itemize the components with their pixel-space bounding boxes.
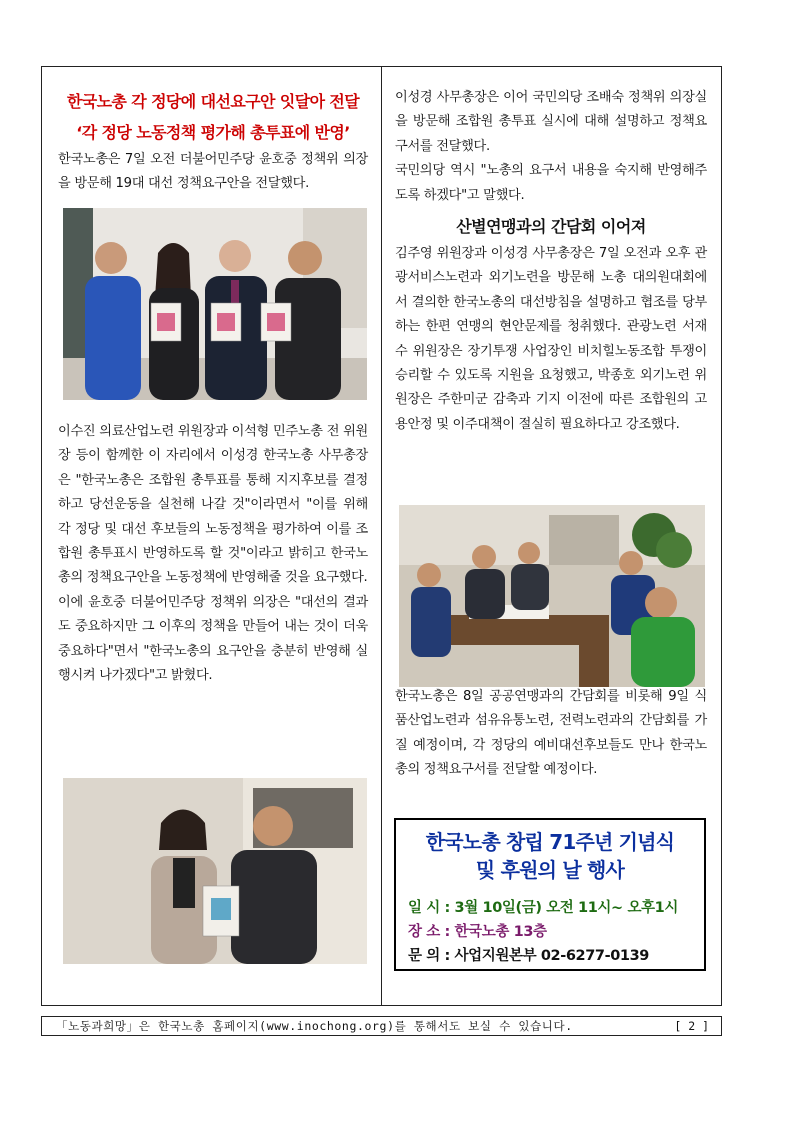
right-paragraph-2: 국민의당 역시 "노총의 요구서 내용을 숙지해 반영해주도록 하겠다"고 말했다.: [395, 163, 707, 203]
right-column-body: [395, 685, 707, 783]
column-divider: [381, 66, 382, 1006]
page-number: [ 2 ]: [674, 1019, 709, 1033]
left-paragraph-2: 이수진 의료산업노련 위원장과 이석형 민주노총 전 위원장 등이 함께한 이 자리에서 이성경 한국노총 사무총장은 "한국노총은 조합원 총투표를 통해 지지후보를 결정하고 당선운동을 실천해 나갈 것"이라면서 "이를 위해 각 정당 및 대선 후보들의 노동정책을 평가하여 이를 조합원 총투표시 반영하도록 할 것"이라고 밝히고 한국노총의 정책요구안을 노동정책에 반영해줄 것을 요구했다.: [58, 424, 368, 586]
photo-four-people-meeting: [63, 208, 367, 400]
photo-two-people-handover: [63, 778, 367, 964]
sub-headline: ‘각 정당 노동정책 평가해 총투표에 반영’: [76, 123, 350, 142]
left-column: [58, 86, 368, 197]
section-subheading: 산별연맹과의 간담회 이어져: [456, 217, 646, 237]
right-paragraph-3: 김주영 위원장과 이성경 사무총장은 7일 오전과 오후 관광서비스노련과 외기노련을 방문해 노총 대의원대회에서 결의한 한국노총의 대선방침을 설명하고 협조를 당부하는 한편 연맹의 현안문제를 청취했다. 관광노련 서재수 위원장은 장기투쟁 사업장인 비치힐노동조합 투쟁이 승리할 수 있도록 지원을 요청했고, 박종호 외기노련 위원장은 주한미군 감축과 기지 이전에 따른 조합원의 고용안정 및 이주대책이 절실히 필요하다고 강조했다.: [395, 246, 707, 432]
left-paragraph-3: 이에 윤호중 더불어민주당 정책위 의장은 "대선의 결과도 중요하지만 그 이후의 정책을 만들어 내는 것이 더욱 중요하다"면서 "한국노총의 요구안을 충분히 반영해 실행시켜 나가겠다"고 밝혔다.: [58, 594, 368, 684]
event-title-line-2: 및 후원의 날 행사: [475, 858, 625, 882]
right-column: [395, 86, 707, 437]
left-paragraph-1: 한국노총은 7일 오전 더불어민주당 윤호중 정책위 의장을 방문해 19대 대선 정책요구안을 전달했다.: [58, 152, 368, 192]
event-contact: 문 의 : 사업지원본부 02-6277-0139: [408, 948, 649, 964]
footer-text: 「노동과희망」은 한국노총 홈페이지(www.inochong.org)를 통해서도 보실 수 있습니다.: [56, 1019, 573, 1033]
page-footer: [41, 1016, 722, 1036]
right-paragraph-1: 이성경 사무총장은 이어 국민의당 조배숙 정책위 의장실을 방문해 조합원 총투표 실시에 대해 설명하고 정책요구서를 전달했다.: [395, 90, 707, 154]
headline: 한국노총 각 정당에 대선요구안 잇달아 전달: [66, 92, 360, 111]
event-place: 장 소 : 한국노총 13층: [408, 924, 547, 940]
event-announcement-box: [394, 818, 706, 971]
left-column-body: [58, 420, 368, 688]
event-date: 일 시 : 3월 10일(금) 오전 11시~ 오후1시: [408, 900, 678, 916]
right-paragraph-4: 한국노총은 8일 공공연맹과의 간담회를 비롯해 9일 식품산업노련과 섬유유통노련, 전력노련과의 간담회를 가질 예정이며, 각 정당의 예비대선후보들도 만나 한국노총의 정책요구서를 전달할 예정이다.: [395, 689, 707, 778]
photo-union-meeting: [399, 505, 705, 687]
event-title: 한국노총 창립 71주년 기념식: [425, 830, 675, 854]
